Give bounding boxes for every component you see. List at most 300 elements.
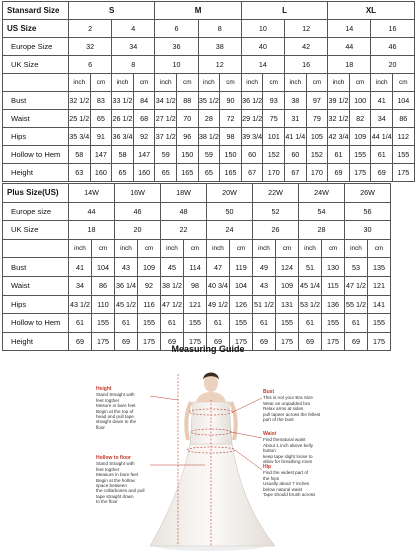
measurement-value: 61 — [115, 314, 138, 333]
hollow-note-line: feet togther — [96, 466, 120, 472]
uk-size-value: 14 — [241, 56, 284, 74]
hip-note-line: below natural waist — [263, 486, 303, 492]
plus-uk-size-value: 30 — [345, 221, 391, 240]
measuring-guide — [0, 340, 416, 555]
height-note-title: Height — [96, 386, 112, 392]
dress-skirt — [150, 444, 275, 546]
measurement-value: 32 1/2 — [328, 110, 350, 128]
measurement-value: 47 1/2 — [161, 295, 184, 314]
measurement-value: 84 — [133, 92, 155, 110]
europe-size-value: 38 — [198, 38, 241, 56]
bust-note-line: Relax arms at sides — [263, 406, 304, 412]
measurement-value: 112 — [393, 128, 415, 146]
us-size-value: 4 — [112, 20, 155, 38]
measurement-value: 35 3/4 — [69, 128, 91, 146]
dress-illustration — [0, 340, 416, 555]
measurement-value: 131 — [276, 295, 299, 314]
bust-note-line: Wear an unpadded bra — [263, 400, 310, 406]
measurement-value: 116 — [138, 295, 161, 314]
europe-size-value: 46 — [371, 38, 414, 56]
measurement-value: 39 1/2 — [328, 92, 350, 110]
unit-inch: inch — [253, 239, 276, 258]
measurement-value: 45 1/2 — [115, 295, 138, 314]
bust-note-line: This is not your Bra Size — [263, 395, 313, 401]
waist-note — [263, 432, 345, 464]
measurement-value: 36 1/2 — [241, 92, 263, 110]
measurement-value: 175 — [393, 164, 415, 182]
measurement-value: 141 — [368, 295, 391, 314]
unit-cm: cm — [349, 74, 371, 92]
plus-uk-size-value: 22 — [161, 221, 207, 240]
plus-us-size-row — [3, 184, 391, 203]
unit-cm: cm — [220, 74, 242, 92]
unit-inch: inch — [112, 74, 134, 92]
measurement-value: 43 1/2 — [69, 295, 92, 314]
us-size-value: 2 — [69, 20, 112, 38]
measurement-value: 92 — [138, 276, 161, 295]
unit-cm: cm — [393, 74, 415, 92]
plus-uk-size-row — [3, 221, 391, 240]
measurement-value: 28 — [198, 110, 220, 128]
plus-europe-size-value: 46 — [115, 202, 161, 221]
bust-note-title: Bust — [263, 389, 275, 395]
measurement-value: 175 — [184, 332, 207, 351]
measurement-value: 67 — [285, 164, 307, 182]
measurement-value: 36 1/4 — [115, 276, 138, 295]
hollow-note-line: the collarbones and pull — [96, 488, 145, 494]
plus-us-size-value: 18W — [161, 184, 207, 203]
europe-size-value: 42 — [285, 38, 328, 56]
unit-row-blank — [3, 74, 69, 92]
measurement-value: 44 1/4 — [371, 128, 393, 146]
unit-cm: cm — [92, 239, 115, 258]
measurement-value: 58 — [112, 146, 134, 164]
measurement-value: 121 — [184, 295, 207, 314]
measurement-row — [3, 92, 415, 110]
plus-europe-size-value: 44 — [69, 202, 115, 221]
measurement-value: 98 — [220, 128, 242, 146]
measurement-value: 69 — [69, 332, 92, 351]
measurement-value: 150 — [177, 146, 199, 164]
measurement-value: 175 — [230, 332, 253, 351]
unit-cm: cm — [230, 239, 253, 258]
measurement-value: 165 — [177, 164, 199, 182]
row-label: Hollow to Hem — [3, 314, 69, 333]
row-label: Bust — [3, 92, 69, 110]
measurement-value: 63 — [69, 164, 91, 182]
measurement-value: 82 — [349, 110, 371, 128]
measurement-value: 155 — [276, 314, 299, 333]
measurement-value: 61 — [371, 146, 393, 164]
measurement-value: 175 — [138, 332, 161, 351]
measurement-value: 41 — [69, 258, 92, 277]
measurement-value: 170 — [263, 164, 285, 182]
unit-cm: cm — [368, 239, 391, 258]
plus-uk-size-value: 18 — [69, 221, 115, 240]
uk-size-value: 12 — [198, 56, 241, 74]
measurement-value: 27 1/2 — [155, 110, 177, 128]
measurement-value: 61 — [161, 314, 184, 333]
plus-uk-size-value: 26 — [253, 221, 299, 240]
plus-measurement-row — [3, 258, 391, 277]
height-note-line: head and pull tape — [96, 414, 134, 420]
measurement-value: 114 — [184, 258, 207, 277]
us-size-value: 14 — [328, 20, 371, 38]
measurement-value: 59 — [198, 146, 220, 164]
measurement-value: 61 — [345, 314, 368, 333]
row-label: US Size — [3, 20, 69, 38]
hip-note-line: Find the widest part of — [263, 470, 309, 476]
measurement-value: 26 1/2 — [112, 110, 134, 128]
hollow-note-title: Hollow to floor — [96, 455, 131, 461]
measurement-value: 34 — [371, 110, 393, 128]
measurement-value: 175 — [92, 332, 115, 351]
measurement-value: 38 1/2 — [198, 128, 220, 146]
row-label: UK Size — [3, 221, 69, 240]
height-note-line: floor — [96, 424, 105, 430]
measurement-value: 32 1/2 — [69, 92, 91, 110]
plus-us-size-value: 16W — [115, 184, 161, 203]
row-label: Waist — [3, 110, 69, 128]
measurement-value: 175 — [276, 332, 299, 351]
measurement-value: 96 — [177, 128, 199, 146]
measurement-value: 72 — [220, 110, 242, 128]
measurement-value: 65 — [198, 164, 220, 182]
unit-row — [3, 74, 415, 92]
measurement-value: 109 — [138, 258, 161, 277]
row-label: Europe Size — [3, 38, 69, 56]
size-group-label: M — [155, 2, 241, 20]
measurement-value: 67 — [241, 164, 263, 182]
uk-size-row — [3, 56, 415, 74]
measurement-value: 69 — [328, 164, 350, 182]
measurement-value: 43 — [253, 276, 276, 295]
plus-europe-size-value: 50 — [207, 202, 253, 221]
plus-us-size-value: 24W — [299, 184, 345, 203]
measurement-value: 61 — [328, 146, 350, 164]
measurement-value: 38 1/2 — [161, 276, 184, 295]
measurement-value: 69 — [253, 332, 276, 351]
measurement-value: 91 — [90, 128, 112, 146]
measurement-value: 86 — [393, 110, 415, 128]
waist-note-line: Find thenatural waist — [263, 437, 306, 443]
measurement-value: 39 3/4 — [241, 128, 263, 146]
measurement-value: 25 1/2 — [69, 110, 91, 128]
measurement-value: 155 — [349, 146, 371, 164]
unit-inch: inch — [299, 239, 322, 258]
measurement-value: 101 — [263, 128, 285, 146]
measurement-value: 90 — [220, 92, 242, 110]
measurement-value: 61 — [69, 314, 92, 333]
measurement-row — [3, 128, 415, 146]
measurement-value: 135 — [368, 258, 391, 277]
plus-unit-row — [3, 239, 391, 258]
measurement-value: 69 — [115, 332, 138, 351]
measurement-value: 49 — [253, 258, 276, 277]
measurement-value: 115 — [322, 276, 345, 295]
measurement-value: 45 1/4 — [299, 276, 322, 295]
hollow-note-line: space between — [96, 483, 127, 489]
measurement-value: 175 — [368, 332, 391, 351]
measurement-value: 124 — [276, 258, 299, 277]
unit-inch: inch — [115, 239, 138, 258]
unit-cm: cm — [133, 74, 155, 92]
measurement-value: 65 — [112, 164, 134, 182]
unit-inch: inch — [371, 74, 393, 92]
unit-cm: cm — [306, 74, 328, 92]
plus-us-size-value: 14W — [69, 184, 115, 203]
plus-europe-size-value: 48 — [161, 202, 207, 221]
unit-inch: inch — [241, 74, 263, 92]
measurement-value: 100 — [349, 92, 371, 110]
bust-note-line: part of the bust — [263, 417, 294, 423]
measurement-value: 69 — [299, 332, 322, 351]
measurement-value: 34 — [69, 276, 92, 295]
measurement-value: 98 — [184, 276, 207, 295]
unit-cm: cm — [322, 239, 345, 258]
measurement-value: 110 — [92, 295, 115, 314]
row-label: Hips — [3, 295, 69, 314]
plus-europe-size-row — [3, 202, 391, 221]
measurement-value: 86 — [92, 276, 115, 295]
measurement-value: 33 1/2 — [112, 92, 134, 110]
measurement-value: 43 — [115, 258, 138, 277]
measurement-value: 61 — [207, 314, 230, 333]
measurement-value: 42 3/4 — [328, 128, 350, 146]
us-size-row — [3, 20, 415, 38]
height-note-line: straight down to the — [96, 419, 137, 425]
measurement-value: 130 — [322, 258, 345, 277]
hollow-note-line: tape straight down — [96, 493, 134, 499]
measurement-value: 152 — [306, 146, 328, 164]
measurement-value: 51 1/2 — [253, 295, 276, 314]
measurement-value: 155 — [92, 314, 115, 333]
measurement-value: 65 — [90, 110, 112, 128]
size-group-label: S — [69, 2, 155, 20]
measurement-value: 60 — [285, 146, 307, 164]
measurement-value: 49 1/2 — [207, 295, 230, 314]
unit-cm: cm — [138, 239, 161, 258]
measurement-value: 136 — [322, 295, 345, 314]
unit-inch: inch — [207, 239, 230, 258]
plus-size-chart — [2, 183, 391, 351]
measurement-value: 61 — [299, 314, 322, 333]
measurement-value: 79 — [306, 110, 328, 128]
waist-note-line: button — [263, 448, 276, 454]
measurement-value: 155 — [138, 314, 161, 333]
us-size-value: 16 — [371, 20, 414, 38]
measurement-value: 69 — [161, 332, 184, 351]
unit-cm: cm — [177, 74, 199, 92]
europe-size-value: 34 — [112, 38, 155, 56]
unit-inch: inch — [69, 239, 92, 258]
hollow-note-line: Measure in bare feet — [96, 472, 139, 478]
unit-inch: inch — [328, 74, 350, 92]
measurement-value: 60 — [241, 146, 263, 164]
uk-size-value: 16 — [285, 56, 328, 74]
plus-us-size-value: 22W — [253, 184, 299, 203]
measurement-value: 175 — [349, 164, 371, 182]
measurement-value: 29 1/2 — [241, 110, 263, 128]
height-note-line: Mesure in bare feet — [96, 403, 136, 409]
measurement-value: 88 — [177, 92, 199, 110]
measurement-value: 69 — [345, 332, 368, 351]
measuring-guide-title: Measuring Guide — [171, 344, 245, 354]
table-header-label: Stansard Size — [3, 2, 69, 20]
unit-inch: inch — [345, 239, 368, 258]
plus-measurement-row — [3, 295, 391, 314]
measurement-row — [3, 164, 415, 182]
height-note — [96, 387, 166, 430]
hollow-note — [96, 456, 168, 505]
waist-note-title: Waist — [263, 431, 277, 437]
uk-size-value: 8 — [112, 56, 155, 74]
measurement-value: 147 — [90, 146, 112, 164]
measurement-value: 160 — [133, 164, 155, 182]
measurement-value: 121 — [368, 276, 391, 295]
row-label: UK Size — [3, 56, 69, 74]
us-size-value: 6 — [155, 20, 198, 38]
row-label: Waist — [3, 276, 69, 295]
measurement-value: 68 — [133, 110, 155, 128]
unit-cm: cm — [263, 74, 285, 92]
measurement-value: 93 — [263, 92, 285, 110]
hollow-note-line: Begin at the hollow — [96, 477, 135, 483]
us-size-value: 10 — [241, 20, 284, 38]
measurement-value: 31 — [285, 110, 307, 128]
row-label: Hips — [3, 128, 69, 146]
plus-us-size-value: 20W — [207, 184, 253, 203]
hip-note-line: Tape should brush across — [263, 492, 316, 498]
measurement-value: 38 — [285, 92, 307, 110]
measurement-value: 40 3/4 — [207, 276, 230, 295]
waist-note-line: About 1 inch above belly — [263, 442, 314, 448]
measurement-value: 35 1/2 — [198, 92, 220, 110]
measurement-value: 47 1/2 — [345, 276, 368, 295]
hip-note-line: Usually about 7 inches — [263, 481, 310, 487]
measurement-value: 155 — [322, 314, 345, 333]
measurement-value: 150 — [220, 146, 242, 164]
measurement-value: 34 1/2 — [155, 92, 177, 110]
uk-size-value: 20 — [371, 56, 414, 74]
row-label: Europe size — [3, 202, 69, 221]
measurement-value: 165 — [220, 164, 242, 182]
europe-size-value: 32 — [69, 38, 112, 56]
uk-size-value: 18 — [328, 56, 371, 74]
plus-us-size-value: 26W — [345, 184, 391, 203]
measurement-value: 37 1/2 — [155, 128, 177, 146]
measurement-value: 126 — [230, 295, 253, 314]
measurement-value: 92 — [133, 128, 155, 146]
row-label: Bust — [3, 258, 69, 277]
measurement-value: 104 — [393, 92, 415, 110]
measurement-value: 47 — [207, 258, 230, 277]
measurement-value: 70 — [177, 110, 199, 128]
size-group-label: L — [241, 2, 327, 20]
measurement-value: 53 — [345, 258, 368, 277]
unit-inch: inch — [161, 239, 184, 258]
unit-row-blank — [3, 239, 69, 258]
measurement-value: 55 1/2 — [345, 295, 368, 314]
europe-size-value: 36 — [155, 38, 198, 56]
measurement-value: 41 1/4 — [285, 128, 307, 146]
measurement-row — [3, 110, 415, 128]
plus-uk-size-value: 28 — [299, 221, 345, 240]
table-header-label: Plus Size(US) — [3, 184, 69, 203]
standard-size-chart — [2, 1, 415, 182]
unit-inch: inch — [285, 74, 307, 92]
unit-cm: cm — [184, 239, 207, 258]
bust-pointer — [233, 398, 262, 412]
bust-note — [263, 390, 345, 422]
hip-pointer — [235, 450, 262, 470]
plus-uk-size-value: 20 — [115, 221, 161, 240]
row-label: Hollow to Hem — [3, 146, 69, 164]
measurement-row — [3, 146, 415, 164]
plus-uk-size-value: 24 — [207, 221, 253, 240]
measurement-value: 155 — [393, 146, 415, 164]
measurement-value: 45 — [161, 258, 184, 277]
measurement-value: 119 — [230, 258, 253, 277]
us-size-value: 12 — [285, 20, 328, 38]
measurement-value: 105 — [306, 128, 328, 146]
measurement-value: 69 — [207, 332, 230, 351]
size-group-header-row — [3, 2, 415, 20]
height-note-line: feet togther — [96, 397, 120, 403]
waist-note-line: keep tape slight loose to — [263, 453, 313, 459]
measurement-value: 65 — [155, 164, 177, 182]
plus-measurement-row — [3, 314, 391, 333]
unit-inch: inch — [198, 74, 220, 92]
row-label: Height — [3, 164, 69, 182]
measurement-value: 69 — [371, 164, 393, 182]
us-size-value: 8 — [198, 20, 241, 38]
hollow-note-line: to the floor — [96, 499, 118, 505]
waist-note-line: allow for breathing room — [263, 459, 313, 465]
unit-inch: inch — [69, 74, 91, 92]
unit-cm: cm — [90, 74, 112, 92]
hollow-note-line: Stand Straight with — [96, 461, 135, 467]
hip-note-title: Hip — [263, 464, 272, 470]
unit-inch: inch — [155, 74, 177, 92]
measurement-value: 160 — [90, 164, 112, 182]
measurement-value: 170 — [306, 164, 328, 182]
row-label: Height — [3, 332, 69, 351]
measurement-value: 75 — [263, 110, 285, 128]
measurement-value: 61 — [253, 314, 276, 333]
measurement-value: 36 3/4 — [112, 128, 134, 146]
hip-note-line: the hips — [263, 475, 280, 481]
measurement-value: 109 — [276, 276, 299, 295]
measurement-value: 155 — [230, 314, 253, 333]
measurement-value: 58 — [69, 146, 91, 164]
measurement-value: 109 — [349, 128, 371, 146]
hip-note — [263, 465, 345, 497]
plus-europe-size-value: 52 — [253, 202, 299, 221]
plus-europe-size-value: 56 — [345, 202, 391, 221]
measurement-value: 155 — [368, 314, 391, 333]
measurement-value: 152 — [263, 146, 285, 164]
plus-europe-size-value: 54 — [299, 202, 345, 221]
europe-size-value: 44 — [328, 38, 371, 56]
measurement-value: 97 — [306, 92, 328, 110]
measurement-value: 51 — [299, 258, 322, 277]
unit-cm: cm — [276, 239, 299, 258]
measurement-value: 155 — [184, 314, 207, 333]
size-group-label: XL — [328, 2, 414, 20]
uk-size-value: 10 — [155, 56, 198, 74]
europe-size-value: 40 — [241, 38, 284, 56]
